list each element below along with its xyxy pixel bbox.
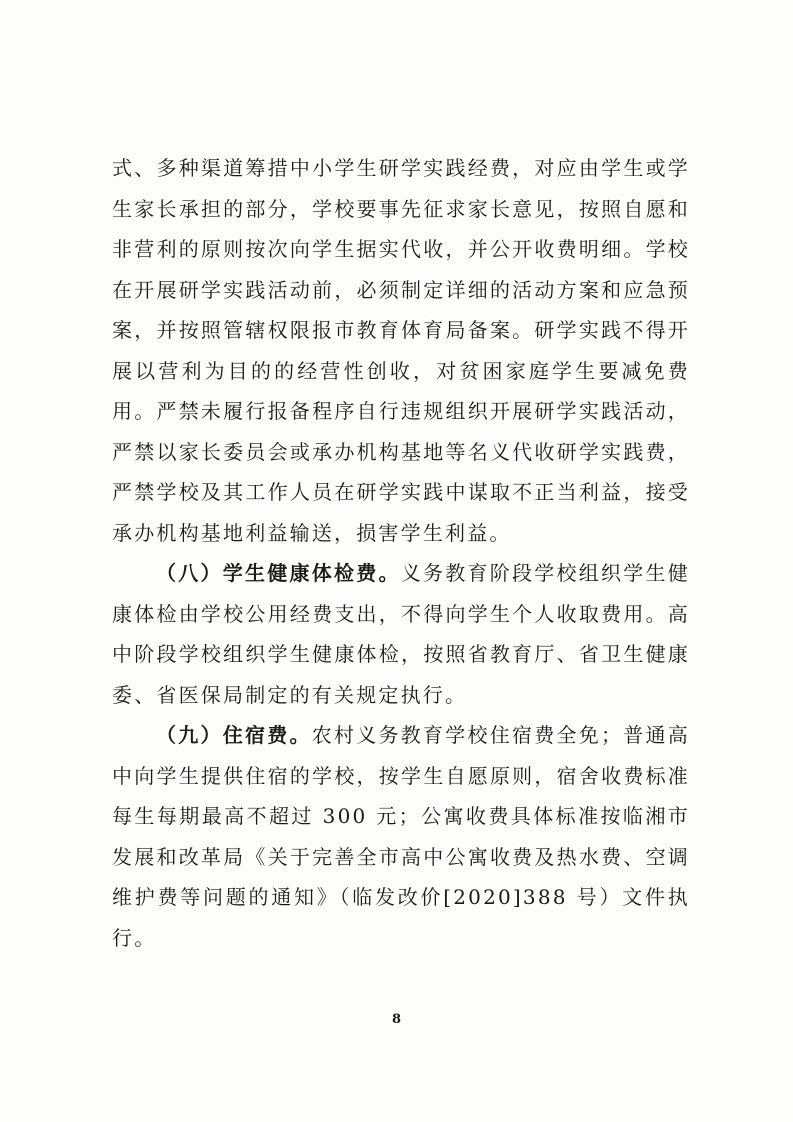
- paragraph-accommodation-fee: [112, 715, 690, 958]
- section-heading-accommodation: （九）住宿费。: [156, 723, 312, 747]
- section-body-accommodation: 农村义务教育学校住宿费全免；普通高中向学生提供住宿的学校，按学生自愿原则，宿舍收费标准每生每期最高不超过 300 元；公寓收费具体标准按临湘市发展和改革局《关于完善全市高中公寓收费及热水费、空调维护费等问题的通知》（临发改价[2020]388 号）文件执行。: [112, 723, 690, 950]
- paragraph-health-check-fee: [112, 553, 690, 715]
- section-body-health-check: 义务教育阶段学校组织学生健康体检由学校公用经费支出，不得向学生个人收取费用。高中阶段学校组织学生健康体检，按照省教育厅、省卫生健康委、省医保局制定的有关规定执行。: [112, 561, 691, 707]
- page-number: 8: [391, 1012, 402, 1027]
- section-heading-health-check: （八）学生健康体检费。: [156, 561, 401, 585]
- paragraph-research-practice-fees: 式、多种渠道筹措中小学生研学实践经费，对应由学生或学生家长承担的部分，学校要事先征求家长意见，按照自愿和非营利的原则按次向学生据实代收，并公开收费明细。学校在开展研学实践活动前，必须制定详细的活动方案和应急预案，并按照管辖权限报市教育体育局备案。研学实践不得开展以营利为目的的经营性创收，对贫困家庭学生要减免费用。严禁未履行报备程序自行违规组织开展研学实践活动，严禁以家长委员会或承办机构基地等名义代收研学实践费，严禁学校及其工作人员在研学实践中谋取不正当利益，接受承办机构基地利益输送，损害学生利益。: [112, 156, 690, 545]
- document-body: [112, 148, 690, 958]
